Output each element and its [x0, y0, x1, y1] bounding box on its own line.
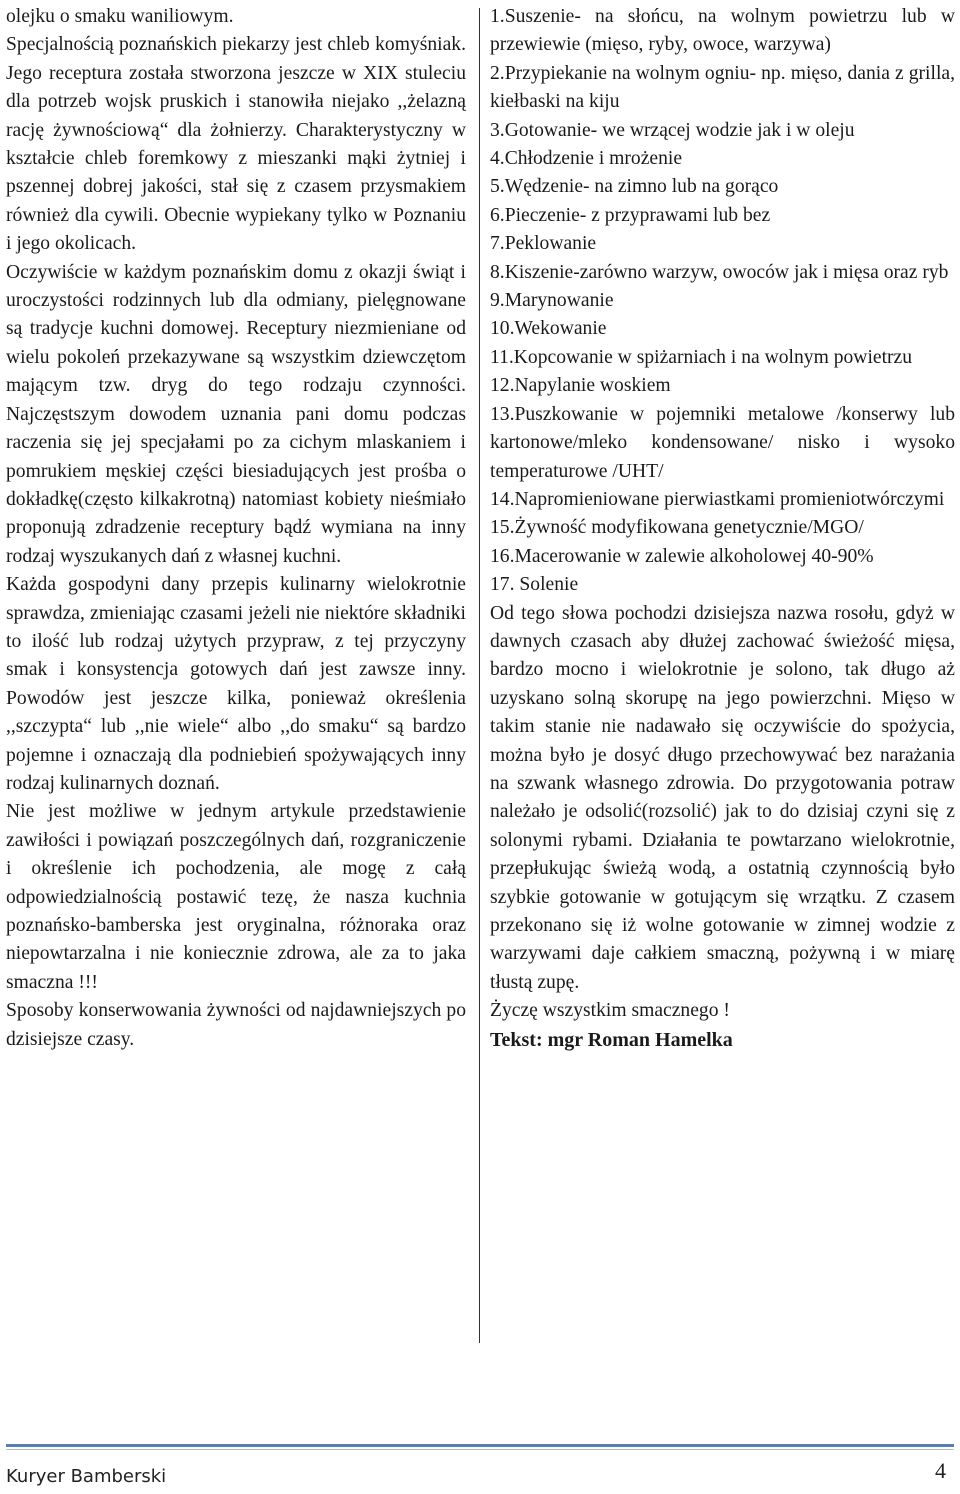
column-divider [479, 8, 480, 1343]
paragraph-home-cooking: Oczywiście w każdym poznańskim domu z okazji świąt i uroczystości rodzinnych lub dla odmiany, pielęgnowane są tradycje kuchni domowej. Receptury niezmieniane od wielu pokoleń przekazywane są wszystkim dziewczętom mającym tzw. dryg do tego rodzaju czynności. Najczęstszym dowodem uznania pani domu podczas raczenia się jej specjałami po za cichym mlaskaniem i pomrukiem męskiej części biesiadujących jest prośba o dokładkę(często kilkakrotną) natomiast kobiety nieśmiało proponują zdradzenie receptury bądź wymiana na inny rodzaj wyszukanych dań z własnej kuchni. [6, 261, 466, 567]
section-heading-preservation: Sposoby konserwowania żywności od najdawniejszych po dzisiejsze czasy. [6, 1000, 466, 1050]
method-item: 9.Marynowanie [490, 290, 614, 312]
paragraph-cuisine-thesis: Nie jest możliwe w jednym artykule przedstawienie zawiłości i powiązań poszczególnych dań, rozgraniczenie i określenie ich pochodzenia, ale mogę z całą odpowiedzialnością postawić tezę, że nasza kuchnia poznańsko-bamberska jest oryginalna, różnoraka oraz niepowtarzalna i nie koniecznie zdrowa, ale za to jaka smaczna !!! [6, 801, 466, 993]
method-item: 13.Puszkowanie w pojemniki metalowe /konserwy lub kartonowe/mleko kondensowane/ nisko i wysoko temperaturowe /UHT/ [490, 403, 955, 482]
method-item: 16.Macerowanie w zalewie alkoholowej 40-90% [490, 545, 874, 567]
footer-rule-thin [6, 1449, 954, 1450]
method-item: 1.Suszenie- na słońcu, na wolnym powietrzu lub w przewiewie (mięso, ryby, owoce, warzywa) [490, 6, 955, 56]
method-item: 7.Peklowanie [490, 233, 597, 255]
method-item: 5.Wędzenie- na zimno lub na gorąco [490, 176, 779, 198]
method-item: 17. Solenie [490, 574, 579, 596]
method-item: 4.Chłodzenie i mrożenie [490, 148, 683, 170]
method-item: 2.Przypiekanie na wolnym ogniu- np. mięso, dania z grilla, kiełbaski na kiju [490, 62, 955, 113]
footer-rule [6, 1444, 954, 1447]
method-item: 10.Wekowanie [490, 318, 607, 340]
method-item: 3.Gotowanie- we wrzącej wodzie jak i w oleju [490, 119, 855, 141]
method-item: 15.Żywność modyfikowana genetycznie/MGO/ [490, 517, 864, 539]
method-item: 11.Kopcowanie w spiżarniach i na wolnym powietrzu [490, 346, 913, 368]
paragraph-komysniak: Specjalnością poznańskich piekarzy jest chleb komyśniak. Jego receptura została stworzona jeszcze w XIX stuleciu dla potrzeb wojsk pruskich i stanowiła niejako ,,żelazną rację żywnościową“ dla żołnierzy. Charakterystyczny w kształcie chleb foremkowy z mieszanki mąki żytniej i pszennej dobrej jakości, stał się z czasem przysmakiem również dla cywili. Obecnie wypiekany tylko w Poznaniu i jego okolicach. [6, 34, 466, 255]
publication-title: Kuryer Bamberski [6, 1466, 167, 1487]
left-column [6, 3, 466, 1054]
method-item: 12.Napylanie woskiem [490, 375, 671, 397]
right-column [490, 3, 955, 1054]
paragraph-vanilla: olejku o smaku waniliowym. [6, 6, 234, 27]
closing-wish: Życzę wszystkim smacznego ! [490, 1000, 730, 1022]
author-signature: Tekst: mgr Roman Hamelka [490, 1028, 733, 1051]
page-number: 4 [935, 1458, 946, 1483]
paragraph-housewife-recipes: Każda gospodyni dany przepis kulinarny wielokrotnie sprawdza, zmieniając czasami jeżeli nie niektóre składniki to ilość lub rodzaj użytych przypraw, z tej przyczyny smak i konsystencja gotowych dań jest zawsze inny. Powodów jest jeszcze kilka, ponieważ określenia ,,szczypta“ lub ,,nie wiele“ albo ,,do smaku“ są bardzo pojemne i oznaczają dla podniebień spożywających inny rodzaj kulinarnych doznań. [6, 574, 466, 794]
method-item: 6.Pieczenie- z przyprawami lub bez [490, 204, 771, 226]
method-item: 14.Napromieniowane pierwiastkami promieniotwórczymi [490, 488, 945, 510]
paragraph-salting-history: Od tego słowa pochodzi dzisiejsza nazwa rosołu, gdyż w dawnych czasach aby dłużej zachować świeżość mięsa, bardzo mocno i wielokrotnie je solono, tak długo aż uzyskano solną skorupę na jego powierzchni. Mięso w takim stanie nie nadawało się oczywiście do spożycia, można było je dosyć długo przechowywać bez narażania na szwank własnego zdrowia. Do przygotowania potraw należało je odsolić(rozsolić) jak to do dzisiaj czyni się z solonymi rybami. Działania te powtarzano wielokrotnie, przepłukując świeżą wodą, a ostatnią czynnością było szybkie gotowanie w gotującym się wrzątku. Z czasem przekonano się iż wolne gotowanie w zimnej wodzie z warzywami daje całkiem smaczną, pożywną i w miarę tłustą zupę. [490, 602, 955, 993]
method-item: 8.Kiszenie-zarówno warzyw, owoców jak i mięsa oraz ryb [490, 261, 949, 283]
